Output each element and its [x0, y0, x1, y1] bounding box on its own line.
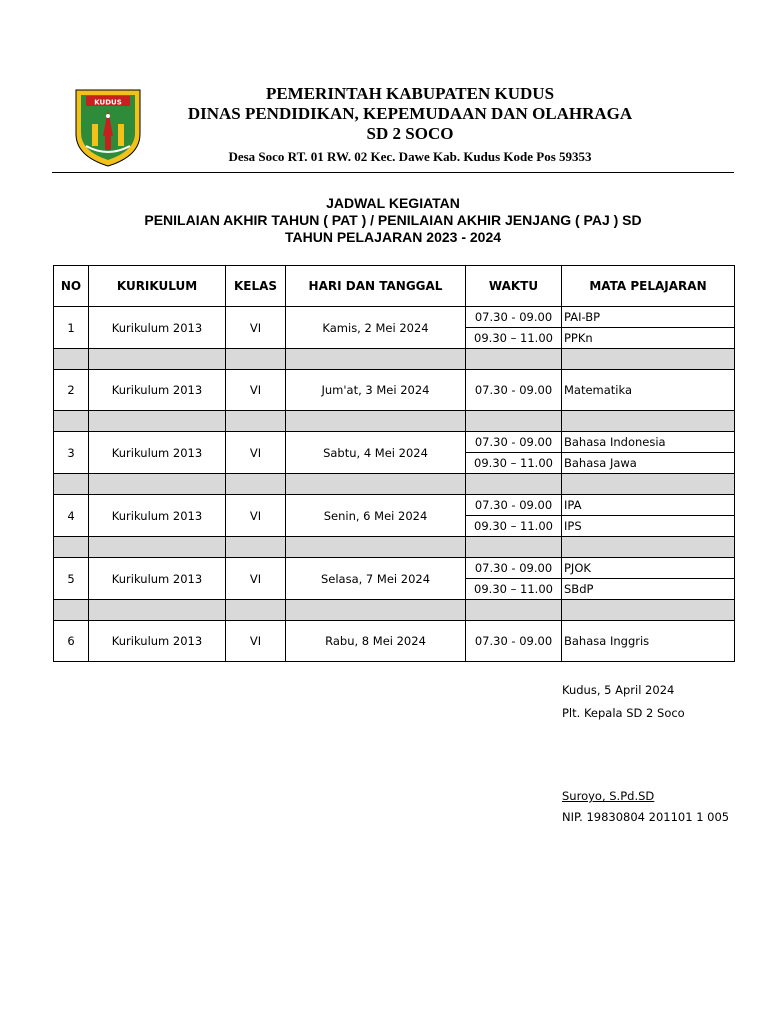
separator-cell	[466, 537, 562, 558]
separator-cell	[54, 411, 89, 432]
signature-place-date: Kudus, 5 April 2024	[562, 683, 675, 697]
cell-waktu: 07.30 - 09.00	[466, 370, 562, 411]
cell-kelas: VI	[226, 370, 286, 411]
cell-mata-pelajaran: PJOK	[562, 558, 735, 579]
cell-waktu: 09.30 – 11.00	[466, 453, 562, 474]
separator-cell	[466, 411, 562, 432]
table-row	[54, 307, 735, 328]
cell-hari-tanggal: Rabu, 8 Mei 2024	[286, 621, 466, 662]
title-line-3: TAHUN PELAJARAN 2023 - 2024	[284, 229, 502, 245]
separator-cell	[89, 411, 226, 432]
separator-cell	[286, 537, 466, 558]
cell-mata-pelajaran: PPKn	[562, 328, 735, 349]
separator-cell	[562, 349, 735, 370]
separator-cell	[286, 349, 466, 370]
separator-cell	[54, 537, 89, 558]
header-waktu: WAKTU	[466, 266, 562, 307]
separator-cell	[89, 600, 226, 621]
cell-waktu: 09.30 – 11.00	[466, 516, 562, 537]
separator-cell	[466, 600, 562, 621]
signature-name: Suroyo, S.Pd.SD	[562, 789, 655, 803]
kabupaten-kudus-emblem	[72, 86, 144, 168]
header-hari-tanggal: HARI DAN TANGGAL	[286, 266, 466, 307]
separator-cell	[286, 600, 466, 621]
separator-cell	[466, 349, 562, 370]
cell-kurikulum: Kurikulum 2013	[89, 432, 226, 474]
schedule-table	[53, 265, 735, 662]
cell-no: 2	[54, 370, 89, 411]
separator-row	[54, 537, 735, 558]
separator-cell	[562, 411, 735, 432]
separator-cell	[89, 474, 226, 495]
separator-cell	[226, 474, 286, 495]
table-header-row	[54, 266, 735, 307]
emblem-label: KUDUS	[94, 98, 122, 107]
letterhead-address: Desa Soco RT. 01 RW. 02 Kec. Dawe Kab. Kudus Kode Pos 59353	[228, 149, 592, 164]
cell-mata-pelajaran: Bahasa Jawa	[562, 453, 735, 474]
cell-waktu: 07.30 - 09.00	[466, 307, 562, 328]
cell-waktu: 07.30 - 09.00	[466, 432, 562, 453]
cell-mata-pelajaran: IPS	[562, 516, 735, 537]
document-title	[52, 195, 734, 246]
cell-hari-tanggal: Senin, 6 Mei 2024	[286, 495, 466, 537]
cell-waktu: 09.30 – 11.00	[466, 579, 562, 600]
header-kelas: KELAS	[226, 266, 286, 307]
cell-no: 3	[54, 432, 89, 474]
header-kurikulum: KURIKULUM	[89, 266, 226, 307]
separator-cell	[562, 600, 735, 621]
cell-waktu: 07.30 - 09.00	[466, 621, 562, 662]
cell-hari-tanggal: Jum'at, 3 Mei 2024	[286, 370, 466, 411]
cell-no: 6	[54, 621, 89, 662]
cell-waktu: 07.30 - 09.00	[466, 558, 562, 579]
separator-cell	[286, 474, 466, 495]
table-row	[54, 621, 735, 662]
letterhead-government: PEMERINTAH KABUPATEN KUDUS	[265, 84, 555, 103]
table-row	[54, 495, 735, 516]
separator-row	[54, 474, 735, 495]
separator-cell	[226, 411, 286, 432]
signature-position: Plt. Kepala SD 2 Soco	[562, 706, 685, 720]
letterhead	[150, 84, 670, 168]
signature-nip: NIP. 19830804 201101 1 005	[562, 810, 730, 824]
cell-kelas: VI	[226, 495, 286, 537]
cell-mata-pelajaran: IPA	[562, 495, 735, 516]
separator-row	[54, 600, 735, 621]
separator-cell	[54, 600, 89, 621]
title-line-1: JADWAL KEGIATAN	[326, 195, 460, 211]
cell-no: 5	[54, 558, 89, 600]
cell-mata-pelajaran: Bahasa Inggris	[562, 621, 735, 662]
cell-no: 4	[54, 495, 89, 537]
cell-hari-tanggal: Selasa, 7 Mei 2024	[286, 558, 466, 600]
cell-waktu: 07.30 - 09.00	[466, 495, 562, 516]
cell-kurikulum: Kurikulum 2013	[89, 307, 226, 349]
letterhead-department: DINAS PENDIDIKAN, KEPEMUDAAN DAN OLAHRAGA	[187, 104, 633, 123]
separator-cell	[54, 349, 89, 370]
letterhead-divider	[52, 172, 734, 173]
cell-kurikulum: Kurikulum 2013	[89, 495, 226, 537]
separator-cell	[286, 411, 466, 432]
separator-cell	[562, 537, 735, 558]
cell-hari-tanggal: Kamis, 2 Mei 2024	[286, 307, 466, 349]
separator-row	[54, 349, 735, 370]
cell-hari-tanggal: Sabtu, 4 Mei 2024	[286, 432, 466, 474]
cell-kurikulum: Kurikulum 2013	[89, 370, 226, 411]
cell-mata-pelajaran: Matematika	[562, 370, 735, 411]
separator-cell	[89, 349, 226, 370]
cell-mata-pelajaran: PAI-BP	[562, 307, 735, 328]
separator-cell	[226, 537, 286, 558]
letterhead-school: SD 2 SOCO	[366, 124, 454, 143]
separator-cell	[226, 600, 286, 621]
cell-waktu: 09.30 – 11.00	[466, 328, 562, 349]
title-line-2: PENILAIAN AKHIR TAHUN ( PAT ) / PENILAIAN AKHIR JENJANG ( PAJ ) SD	[144, 212, 642, 228]
cell-kurikulum: Kurikulum 2013	[89, 558, 226, 600]
cell-no: 1	[54, 307, 89, 349]
header-mata-pelajaran: MATA PELAJARAN	[562, 266, 735, 307]
separator-cell	[226, 349, 286, 370]
separator-cell	[562, 474, 735, 495]
table-row	[54, 558, 735, 579]
cell-kelas: VI	[226, 558, 286, 600]
emblem-icon	[72, 86, 144, 168]
cell-mata-pelajaran: SBdP	[562, 579, 735, 600]
cell-kelas: VI	[226, 432, 286, 474]
separator-cell	[89, 537, 226, 558]
table-row	[54, 370, 735, 411]
table-row	[54, 432, 735, 453]
header-no: NO	[54, 266, 89, 307]
separator-cell	[54, 474, 89, 495]
cell-kelas: VI	[226, 307, 286, 349]
separator-row	[54, 411, 735, 432]
cell-mata-pelajaran: Bahasa Indonesia	[562, 432, 735, 453]
separator-cell	[466, 474, 562, 495]
cell-kelas: VI	[226, 621, 286, 662]
cell-kurikulum: Kurikulum 2013	[89, 621, 226, 662]
